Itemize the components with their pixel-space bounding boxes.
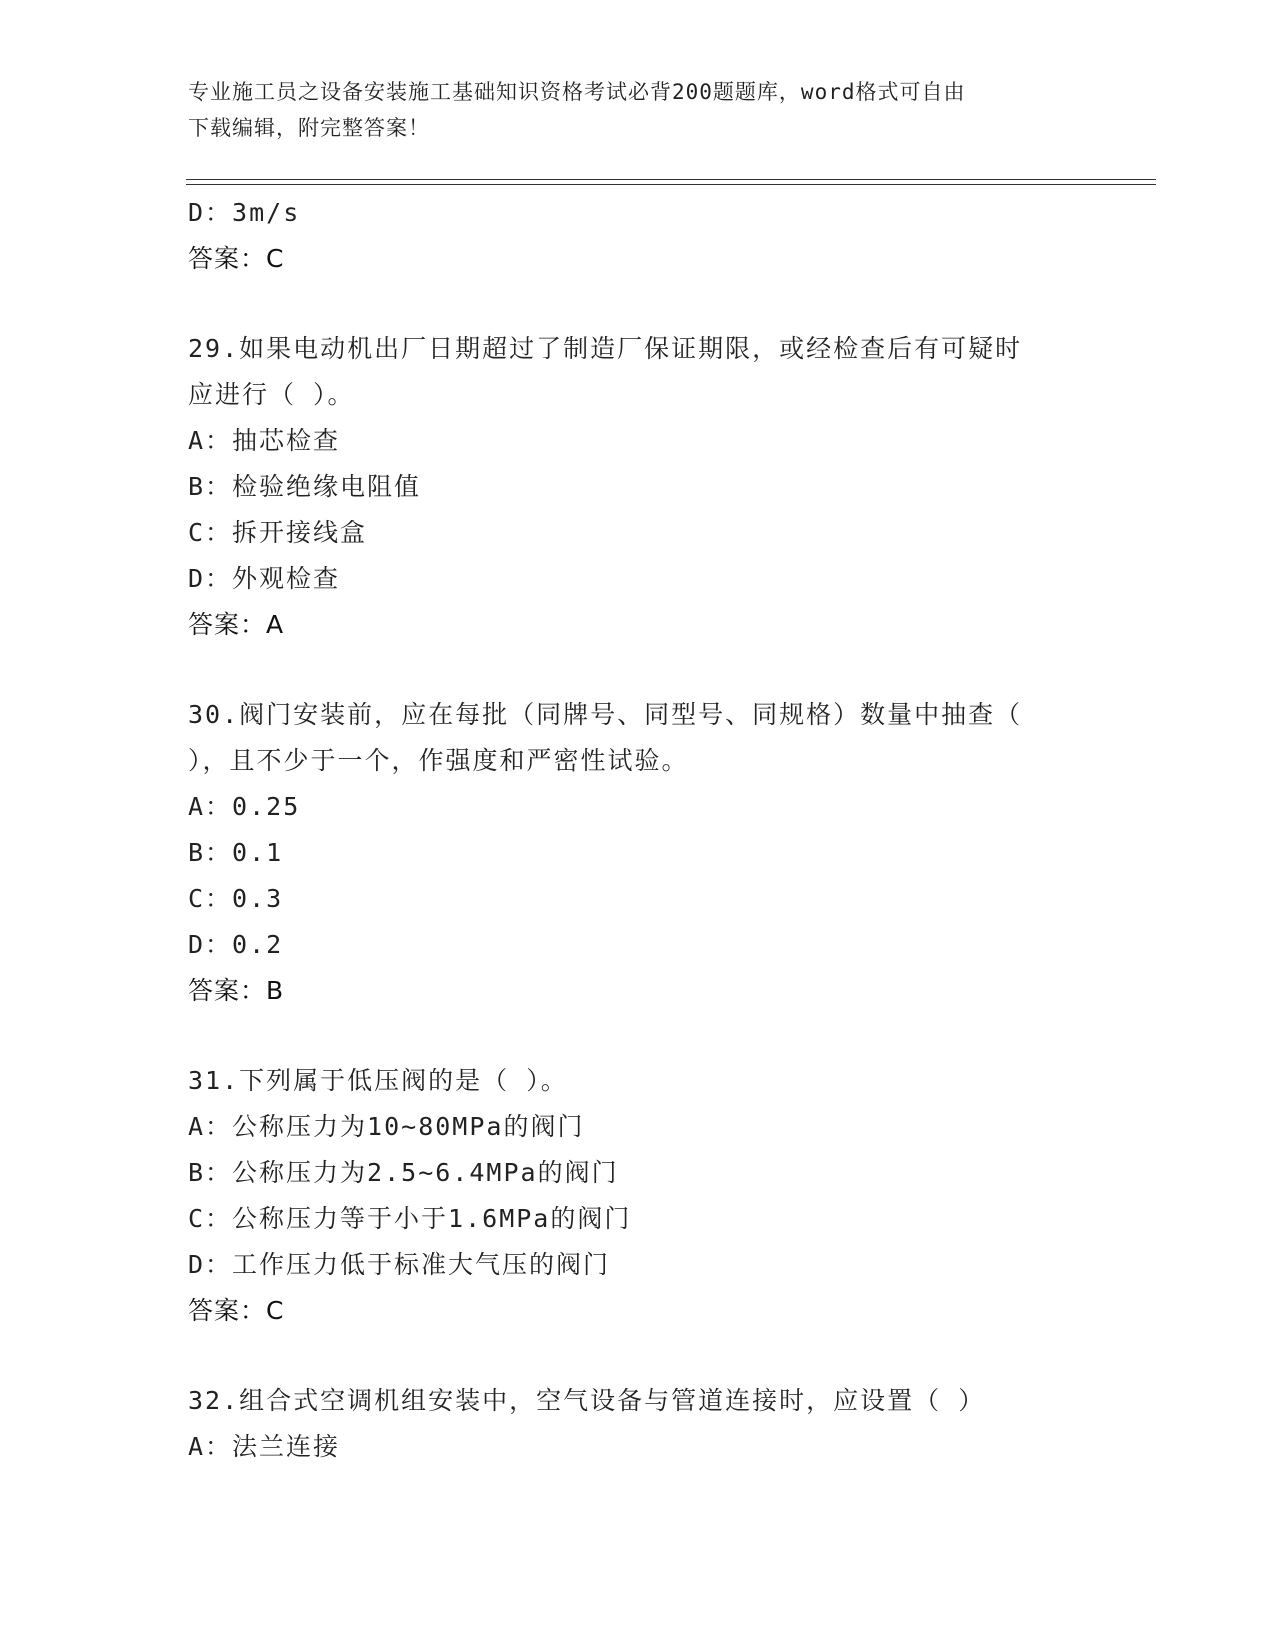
spacer [188, 648, 1088, 692]
option-c: C：拆开接线盒 [188, 518, 368, 547]
question-stem-line: 29.如果电动机出厂日期超过了制造厂保证期限，或经检查后有可疑时 [188, 334, 1023, 363]
question-29 [188, 326, 1088, 648]
question-stem-line: 应进行（ ）。 [188, 380, 355, 409]
spacer [188, 1334, 1088, 1378]
question-32 [188, 1378, 1088, 1470]
option-b: B：0.1 [188, 838, 284, 867]
option-c: C：0.3 [188, 884, 284, 913]
answer-line: 答案：B [188, 976, 285, 1005]
option-c: C：公称压力等于小于1.6MPa的阀门 [188, 1204, 632, 1233]
answer-line: 答案：C [188, 1296, 285, 1325]
option-a: A：抽芯检查 [188, 426, 341, 455]
option-d: D：0.2 [188, 930, 284, 959]
question-stem-line: 32.组合式空调机组安装中，空气设备与管道连接时，应设置（ ） [188, 1386, 986, 1415]
question-31 [188, 1058, 1088, 1334]
option-d: D：外观检查 [188, 564, 341, 593]
option-a: A：0.25 [188, 792, 301, 821]
spacer [188, 1014, 1088, 1058]
spacer [188, 282, 1088, 326]
header-line-2: 下载编辑，附完整答案！ [188, 116, 430, 140]
option-a: A：法兰连接 [188, 1432, 341, 1461]
option-b: B：公称压力为2.5~6.4MPa的阀门 [188, 1158, 619, 1187]
question-stem-line: 31.下列属于低压阀的是（ ）。 [188, 1066, 568, 1095]
question-stem-line: 30.阀门安装前，应在每批（同牌号、同型号、同规格）数量中抽查（ [188, 700, 1023, 729]
header-rule-top [186, 179, 1156, 180]
header-line-1: 专业施工员之设备安装施工基础知识资格考试必背200题题库，word格式可自由 [188, 80, 966, 104]
header-rule-bottom [186, 184, 1156, 185]
prev-answer: 答案：C [188, 244, 285, 273]
option-b: B：检验绝缘电阻值 [188, 472, 422, 501]
prev-option-d: D：3m/s [188, 198, 301, 227]
answer-line: 答案：A [188, 610, 285, 639]
document-body [188, 190, 1088, 1470]
question-stem-line: ），且不少于一个，作强度和严密性试验。 [188, 746, 689, 775]
document-header [188, 74, 1088, 146]
question-30 [188, 692, 1088, 1014]
option-d: D：工作压力低于标准大气压的阀门 [188, 1250, 611, 1279]
option-a: A：公称压力为10~80MPa的阀门 [188, 1112, 585, 1141]
